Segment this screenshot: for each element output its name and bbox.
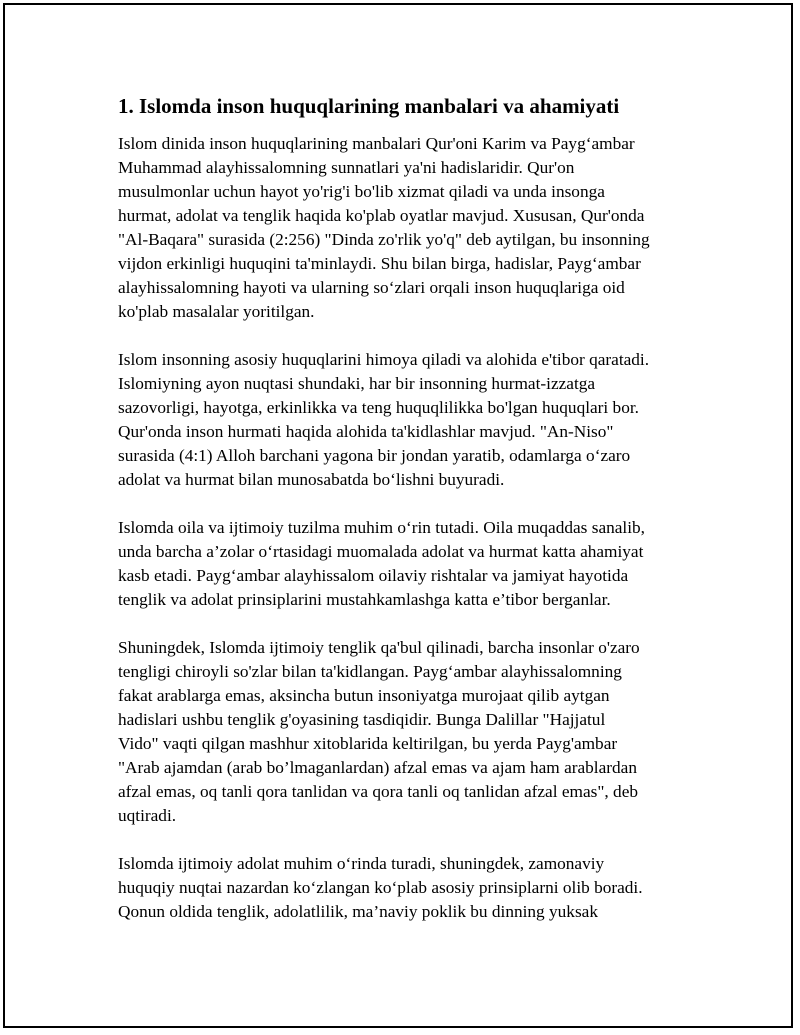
text-line: surasida (4:1) Alloh barchani yagona bir jondan yaratib, odamlarga o‘zaro [118,446,631,465]
paragraph-family [118,516,698,612]
text-line: tengligi chiroyli so'zlar bilan ta'kidlangan. Payg‘ambar alayhissalomning [118,662,622,681]
text-line: uqtiradi. [118,806,177,825]
text-line: "Al-Baqara" surasida (2:256) "Dinda zo'rlik yo'q" deb aytilgan, bu insonning [118,230,650,249]
section-heading: 1. Islomda inson huquqlarining manbalari va ahamiyati [118,94,620,118]
document-body [118,92,698,948]
text-line: Shuningdek, Islomda ijtimoiy tenglik qa'bul qilinadi, barcha insonlar o'zaro [118,638,640,657]
text-line: Vido" vaqti qilgan mashhur xitoblarida keltirilgan, bu yerda Payg'ambar [118,734,618,753]
text-line: hurmat, adolat va tenglik haqida ko'plab oyatlar mavjud. Xususan, Qur'onda [118,206,645,225]
text-line: ko'plab masalalar yoritilgan. [118,302,315,321]
paragraph-equality [118,636,698,828]
text-line: vijdon erkinligi huquqini ta'minlaydi. Shu bilan birga, hadislar, Payg‘ambar [118,254,641,273]
text-line: "Arab ajamdan (arab bo’lmaganlardan) afzal emas va ajam ham arablardan [118,758,637,777]
text-line: hadislari ushbu tenglik g'oyasining tasdiqidir. Bunga Dalillar "Hajjatul [118,710,606,729]
text-line: fakat arablarga emas, aksincha butun insoniyatga murojaat qilib aytgan [118,686,610,705]
text-line: Qur'onda inson hurmati haqida alohida ta'kidlashlar mavjud. "An-Niso" [118,422,614,441]
text-line: musulmonlar uchun hayot yo'rig'i bo'lib xizmat qiladi va unda insonga [118,182,605,201]
text-line: Islomda ijtimoiy adolat muhim o‘rinda turadi, shuningdek, zamonaviy [118,854,605,873]
text-line: afzal emas, oq tanli qora tanlidan va qora tanli oq tanlidan afzal emas", deb [118,782,639,801]
paragraph-sources [118,132,698,324]
text-line: unda barcha a’zolar o‘rtasidagi muomalada adolat va hurmat katta ahamiyat [118,542,644,561]
text-line: Islom insonning asosiy huquqlarini himoya qiladi va alohida e'tibor qaratadi. [118,350,650,369]
text-line: adolat va hurmat bilan munosabatda bo‘lishni buyuradi. [118,470,505,489]
text-line: Muhammad alayhissalomning sunnatlari ya'ni hadislaridir. Qur'on [118,158,575,177]
text-line: huquqiy nuqtai nazardan ko‘zlangan ko‘plab asosiy prinsiplarni olib boradi. [118,878,643,897]
text-line: sazovorligi, hayotga, erkinlikka va teng huquqlilikka bo'lgan huquqlari bor. [118,398,639,417]
text-line: Islomiyning ayon nuqtasi shundaki, har bir insonning hurmat-izzatga [118,374,596,393]
paragraph-justice [118,852,698,924]
text-line: tenglik va adolat prinsiplarini mustahkamlashga katta e’tibor berganlar. [118,590,611,609]
text-line: alayhissalomning hayoti va ularning so‘zlari orqali inson huquqlariga oid [118,278,625,297]
text-line: Qonun oldida tenglik, adolatlilik, ma’naviy poklik bu dinning yuksak [118,902,598,921]
paragraph-protection [118,348,698,492]
text-line: Islom dinida inson huquqlarining manbalari Qur'oni Karim va Payg‘ambar [118,134,635,153]
text-line: Islomda oila va ijtimoiy tuzilma muhim o‘rin tutadi. Oila muqaddas sanalib, [118,518,645,537]
text-line: kasb etadi. Payg‘ambar alayhissalom oilaviy rishtalar va jamiyat hayotida [118,566,629,585]
